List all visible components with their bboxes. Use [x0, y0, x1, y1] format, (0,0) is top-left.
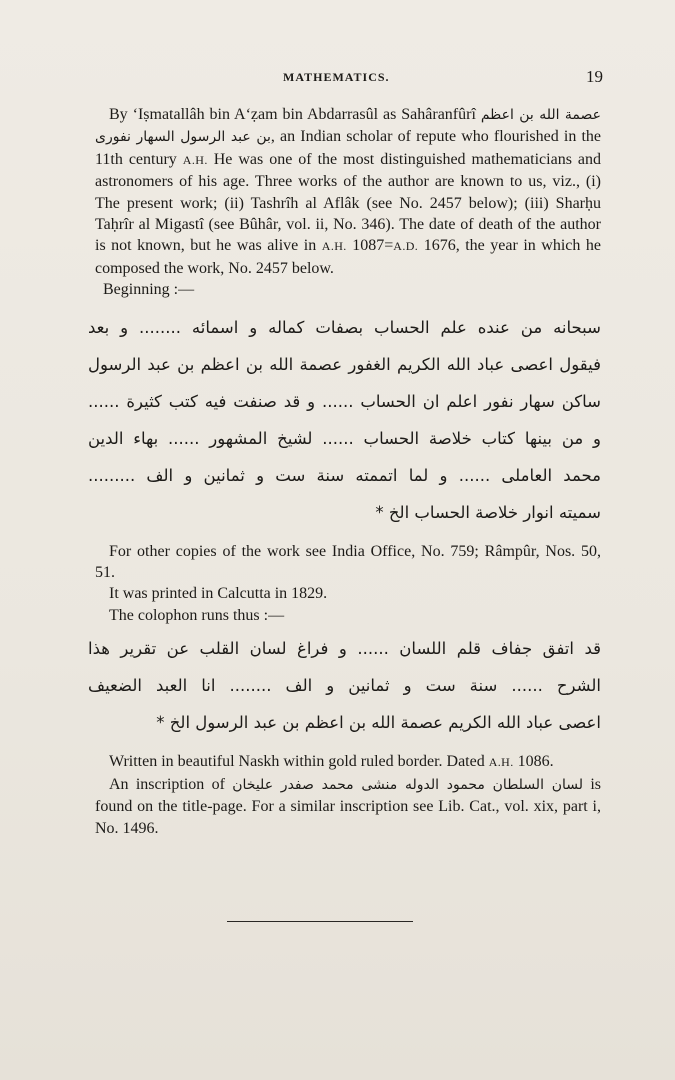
arabic-line: اعصی عباد الله الکریم عصمة الله بن اعظم بن عبد الرسول الخ * — [156, 713, 601, 733]
footer-rule — [227, 921, 413, 922]
arabic-line: فیقول اعصی عباد الله الکریم الغفور عصمة الله بن اعظم بن عبد الرسول — [88, 354, 601, 374]
colophon-label: The colophon runs thus :— — [109, 606, 285, 624]
page-body — [88, 104, 602, 839]
intro-end: 1676, the year in which he composed the work, No. 2457 below. — [95, 237, 602, 277]
written-text: Written in beautiful Naskh within gold ruled border. Dated — [109, 753, 485, 771]
arabic-line: سمیته انوار خلاصة الحساب الخ * — [375, 502, 601, 522]
arabic-line: سبحانه من عنده علم الحساب بصفات کماله و اسمائه ........ و بعد — [88, 317, 601, 337]
page-number: 19 — [586, 67, 603, 86]
author-name-arabic: عصمة الله بن اعظم بن عبد الرسول السهار نفوری — [95, 107, 601, 146]
dated-era: A.H. — [488, 755, 514, 770]
intro-after-name: , an Indian scholar of repute — [270, 128, 457, 146]
running-head — [0, 67, 675, 90]
intro-paragraph — [95, 104, 601, 279]
era-ah-2: A.H. — [321, 239, 347, 254]
inscription-post: is found on the title-page. For a similar inscription see Lib. Cat., vol. xix, part i, No. 1496. — [95, 775, 602, 837]
intro-description: He was one of the most distinguished mathematicians and astronomers of his age. Three works of the author are known to us, viz., (i) The present work; (ii) Tashrîh al Aflâk (see No. 2457 below); (iii) Sharḥu Taḥrîr al Migastî (see Bûhâr, vol. ii, No. 346). The date of death of the author is not known, but he was alive in — [95, 150, 602, 255]
dated-year: 1086. — [517, 753, 554, 771]
inscription-note — [95, 774, 601, 839]
inscription-arabic: لسان السلطان محمود الدوله منشی محمد صفدر علیخان — [232, 776, 584, 793]
written-note — [95, 751, 601, 773]
colophon-arabic — [88, 630, 601, 741]
beginning-arabic — [88, 309, 601, 531]
arabic-line: ساکن سهار نفور اعلم ان الحساب ...... و قد صنفت فیه کتب کثیرة ...... — [88, 391, 601, 411]
intro-century: who flourished in the 11th century — [95, 128, 602, 168]
arabic-line: قد اتفق جفاف قلم اللسان ...... و فراغ لسان القلب عن تقریر هذا — [88, 639, 601, 659]
page-title: MATHEMATICS. — [283, 70, 390, 84]
intro-author: By ‘Iṣmatallâh bin A‘ẓam bin Abdarrasûl as Sahâranfûrî — [109, 106, 476, 123]
beginning-label: Beginning :— — [103, 281, 195, 299]
printed-note: It was printed in Calcutta in 1829. — [109, 585, 328, 603]
era-ad: A.D. — [393, 239, 419, 254]
arabic-line: و من بینها کتاب خلاصة الحساب ...... لشیخ المشهور ...... بهاء الدین — [88, 428, 601, 448]
inscription-pre: An inscription of — [109, 775, 225, 793]
intro-year: 1087= — [352, 237, 394, 255]
arabic-line: الشرح ...... سنة ست و ثمانین و الف ........ انا العبد الضعیف — [88, 676, 601, 696]
other-copies: For other copies of the work see India Office, No. 759; Râmpûr, Nos. 50, 51. — [95, 542, 601, 582]
arabic-line: محمد العاملی ...... و لما اتممته سنة ست و ثمانین و الف ......... — [88, 465, 601, 485]
era-ah: A.H. — [182, 152, 208, 167]
